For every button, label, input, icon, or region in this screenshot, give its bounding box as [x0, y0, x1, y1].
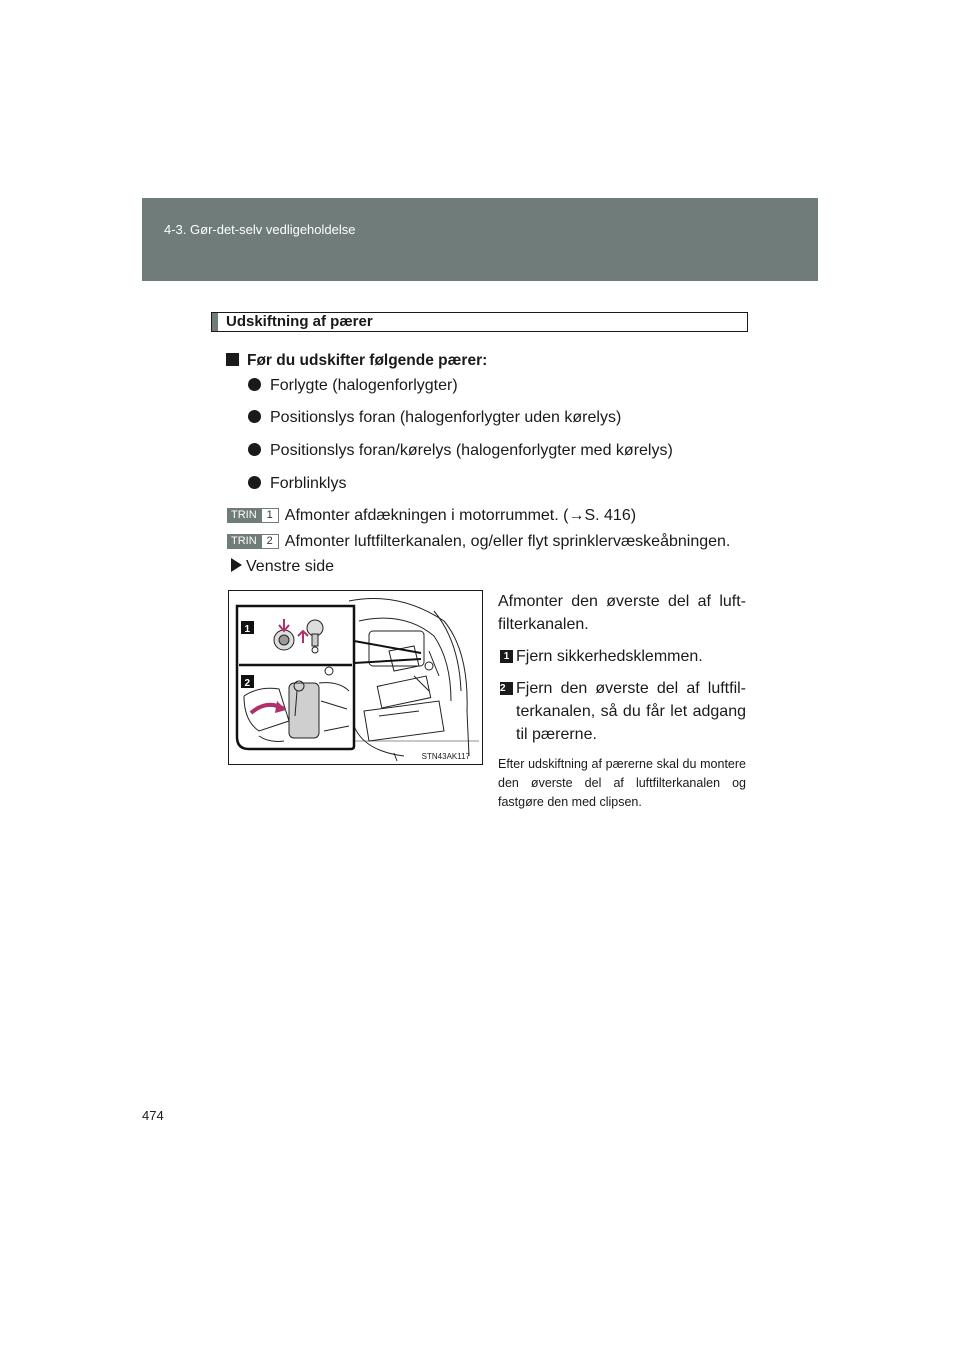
bullet-icon: [248, 378, 261, 391]
svg-text:2: 2: [244, 678, 251, 689]
page-number: 474: [142, 1108, 164, 1123]
list-item-text: Positionslys foran/kørelys (halogenforlygter med kørelys): [270, 442, 673, 459]
bullet-icon: [248, 410, 261, 423]
instruction-item-2: [498, 677, 746, 746]
list-item: [248, 377, 458, 395]
bullet-icon: [248, 443, 261, 456]
bullet-icon: [248, 476, 261, 489]
number-badge: 1: [500, 650, 513, 663]
triangle-bullet-icon: [231, 558, 242, 572]
list-item-text: Forlygte (halogenforlygter): [270, 377, 458, 394]
subheading-text: Før du udskifter følgende pærer:: [247, 352, 488, 369]
step-2: [227, 533, 730, 551]
step-badge-label: TRIN: [227, 508, 261, 523]
chapter-label: 4-3. Gør-det-selv vedligeholdelse: [164, 222, 356, 237]
step-badge-label: TRIN: [227, 534, 261, 549]
instruction-note: Efter udskiftning af pærerne skal du montere den øverste del af luftfilterkanalen og fastgøre den med clipsen.: [498, 757, 746, 809]
instructions-intro: Afmonter den øverste del af luft-filterkanalen.: [498, 593, 746, 633]
figure-code: STN43AK117: [421, 752, 470, 761]
step-badge: [227, 508, 279, 523]
engine-bay-illustration: [228, 590, 483, 765]
chapter-header: [142, 198, 818, 281]
subheading: [226, 352, 487, 370]
side-label: [231, 558, 334, 576]
svg-text:1: 1: [244, 624, 251, 635]
step-badge-number: 2: [261, 534, 279, 549]
instruction-item-1: [498, 645, 746, 668]
list-item: [248, 475, 346, 493]
instruction-text: Fjern sikkerhedsklemmen.: [516, 648, 703, 665]
list-item-text: Forblinklys: [270, 475, 347, 492]
engine-bay-drawing: [229, 591, 483, 765]
number-badge: 2: [500, 682, 513, 695]
list-item: [248, 442, 673, 460]
step-text: Afmonter luftfilterkanalen, og/eller flyt sprinklervæskeåbningen.: [284, 533, 731, 550]
list-item: [248, 409, 621, 427]
instruction-text: Fjern den øverste del af luftfil-terkanalen, så du får let adgang til pærerne.: [516, 680, 746, 743]
list-item-text: Positionslys foran (halogenforlygter uden kørelys): [270, 409, 622, 426]
step-badge: [227, 534, 279, 549]
step-badge-number: 1: [261, 508, 279, 523]
section-title: Udskiftning af pærer: [211, 312, 748, 332]
side-label-text: Venstre side: [246, 558, 335, 575]
step-1: [227, 507, 636, 525]
square-bullet-icon: [226, 353, 239, 366]
instructions: [498, 590, 746, 812]
step-text: Afmonter afdækningen i motorrummet. (→S. 416): [284, 507, 637, 524]
